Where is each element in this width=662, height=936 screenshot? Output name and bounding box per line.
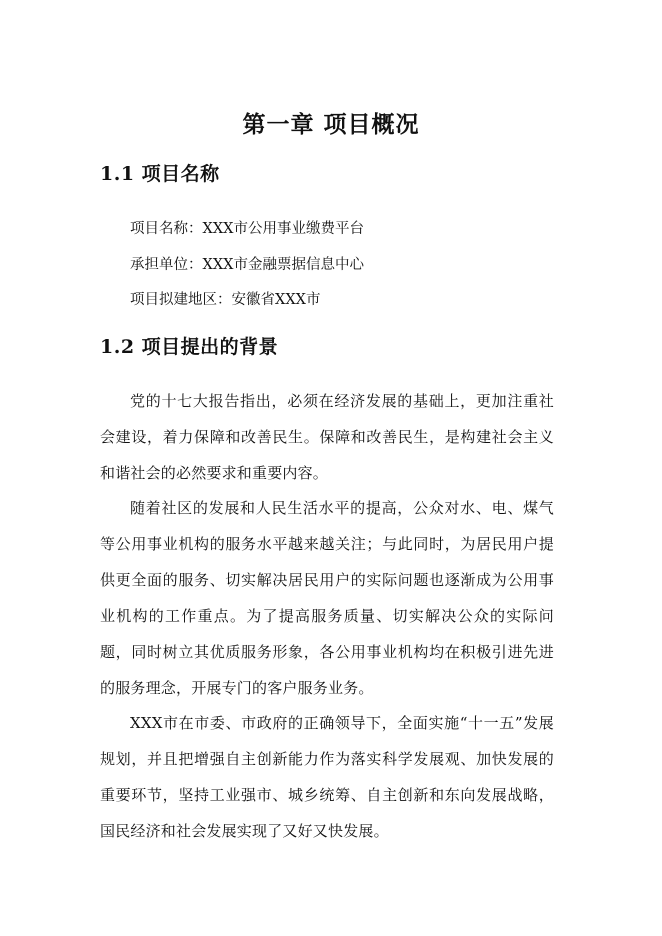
- background-paragraph: XXX市在市委、市政府的正确领导下，全面实施“十一五”发展规划，并且把增强自主创新能力作为落实科学发展观、加快发展的重要环节，坚持工业强市、城乡统筹、自主创新和东向发展战略，国民经济和社会发展实现了又好又快发展。: [100, 714, 554, 840]
- section-heading-background: 1.2 项目提出的背景: [100, 336, 279, 358]
- info-undertaking-unit: 承担单位：XXX市金融票据信息中心: [130, 257, 364, 273]
- section-heading-project-name: 1.1 项目名称: [100, 163, 220, 185]
- info-project-name: 项目名称：XXX市公用事业缴费平台: [130, 221, 364, 237]
- background-paragraph: 党的十七大报告指出，必须在经济发展的基础上，更加注重社会建设，着力保障和改善民生。保障和改善民生，是构建社会主义和谐社会的必然要求和重要内容。: [100, 392, 554, 482]
- chapter-title: 第一章 项目概况: [242, 111, 420, 138]
- background-paragraph: 随着社区的发展和人民生活水平的提高，公众对水、电、煤气等公用事业机构的服务水平越来越关注；与此同时，为居民用户提供更全面的服务、切实解决居民用户的实际问题也逐渐成为公用事业机构的工作重点。为了提高服务质量、切实解决公众的实际问题，同时树立其优质服务形象，各公用事业机构均在积极引进先进的服务理念，开展专门的客户服务业务。: [100, 499, 554, 697]
- info-project-location: 项目拟建地区：安徽省XXX市: [130, 292, 321, 308]
